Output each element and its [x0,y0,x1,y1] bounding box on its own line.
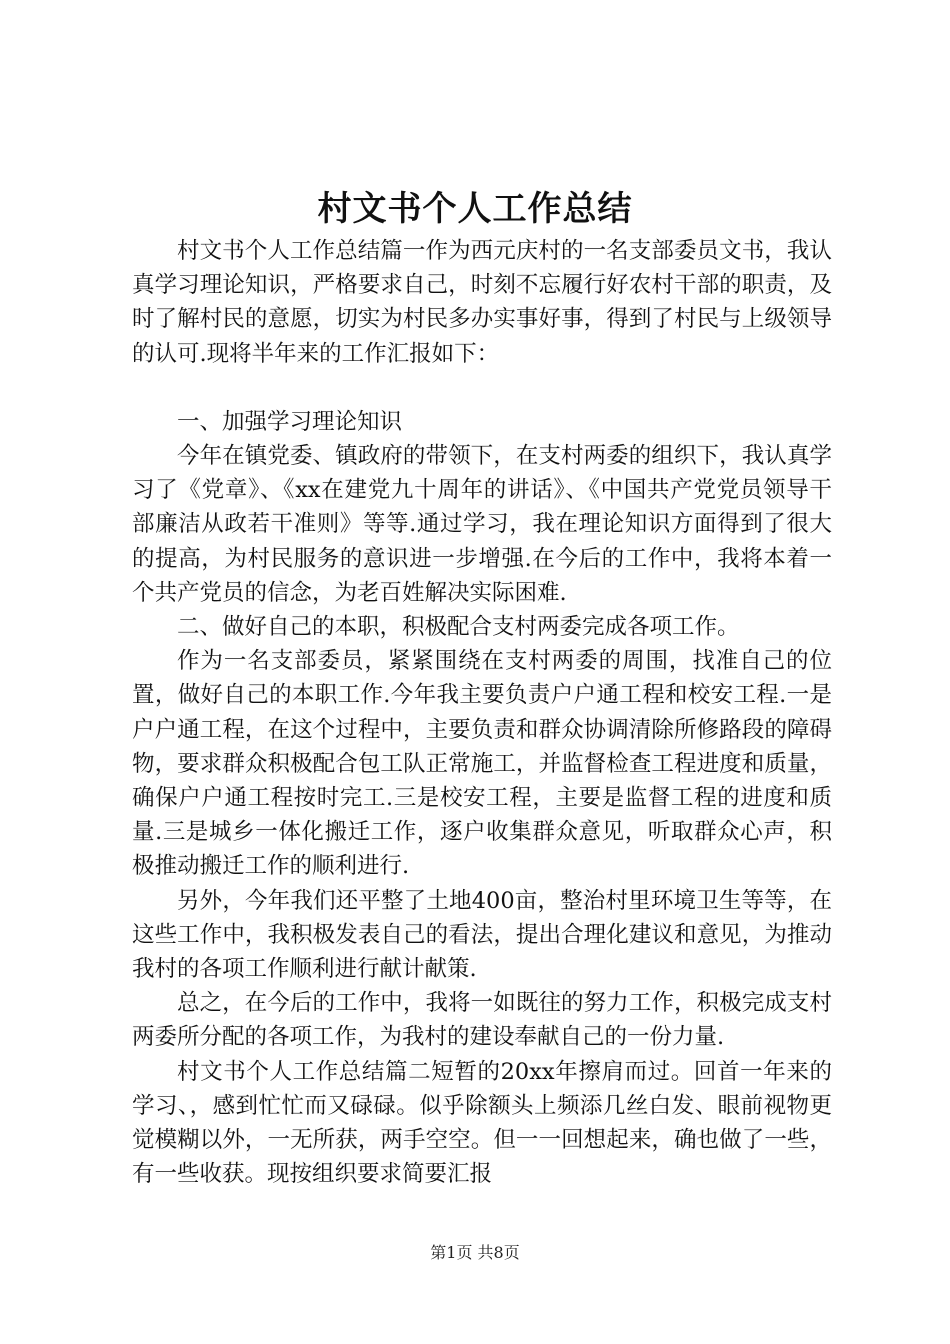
document-body [132,234,832,1191]
paragraph-conclusion: 总之，在今后的工作中，我将一如既往的努力工作，积极完成支村两委所分配的各项工作，为我村的建设奉献自己的一份力量. [132,990,832,1051]
page-footer: 第1页 共8页 [430,1243,520,1262]
document-title: 村文书个人工作总结 [317,189,633,229]
paragraph-intro: 村文书个人工作总结篇一作为西元庆村的一名支部委员文书，我认真学习理论知识，严格要求自己，时刻不忘履行好农村干部的职责，及时了解村民的意愿，切实为村民多办实事好事，得到了村民与上级领导的认可.现将半年来的工作汇报如下： [132,238,832,367]
section-heading-2: 二、做好自己的本职，积极配合支村两委完成各项工作。 [177,614,740,641]
paragraph-other-work: 另外，今年我们还平整了土地400亩，整治村里环境卫生等等，在这些工作中，我积极发表自己的看法，提出合理化建议和意见，为推动我村的各项工作顺利进行献计献策. [132,887,832,983]
paragraph-duties: 作为一名支部委员，紧紧围绕在支村两委的周围，找准自己的位置，做好自己的本职工作.今年我主要负责户户通工程和校安工程.一是户户通工程，在这个过程中，主要负责和群众协调清除所修路段的障碍物，要求群众积极配合包工队正常施工，并监督检查工程进度和质量，确保户户通工程按时完工.三是校安工程，主要是监督工程的进度和质量.三是城乡一体化搬迁工作，逐户收集群众意见，听取群众心声，积极推动搬迁工作的顺利进行. [132,648,832,880]
paragraph-study: 今年在镇党委、镇政府的带领下，在支村两委的组织下，我认真学习了《党章》、《xx在建党九十周年的讲话》、《中国共产党党员领导干部廉洁从政若干准则》等等.通过学习，我在理论知识方面得到了很大的提高，为村民服务的意识进一步增强.在今后的工作中，我将本着一个共产党员的信念，为老百姓解决实际困难. [132,443,832,606]
paragraph-part-two: 村文书个人工作总结篇二短暂的20xx年擦肩而过。回首一年来的学习、，感到忙忙而又碌碌。似乎除额头上频添几丝白发、眼前视物更觉模糊以外，一无所获，两手空空。但一一回想起来，确也做了一些，有一些收获。现按组织要求简要汇报 [132,1058,832,1188]
section-heading-1: 一、加强学习理论知识 [177,408,403,435]
